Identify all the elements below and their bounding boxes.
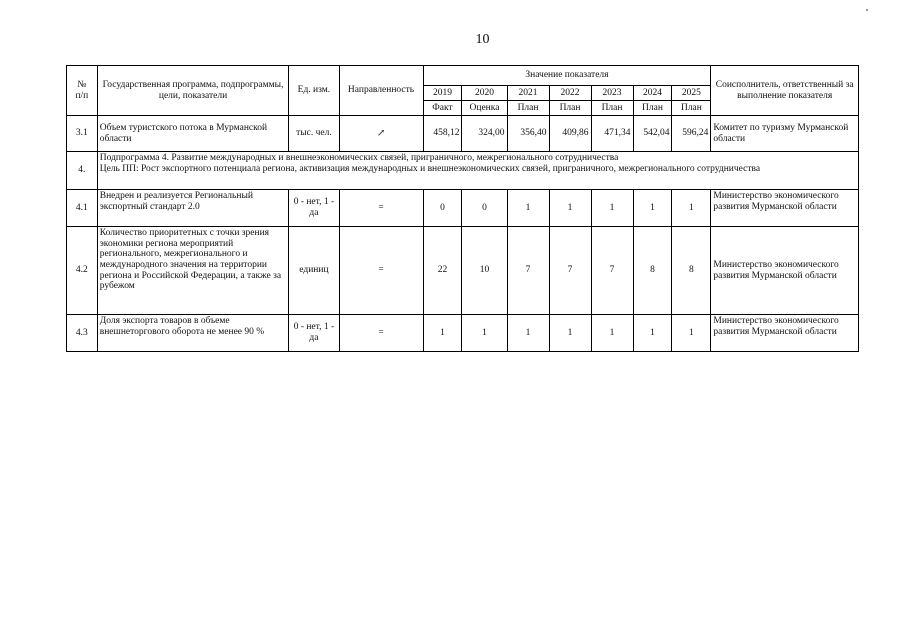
table-row [67,315,859,352]
value-2020: 0 [462,190,507,227]
value-2022: 1 [549,190,591,227]
header-value-type: План [549,101,591,116]
header-program: Государственная программа, подпрограммы, цели, показатели [97,66,289,116]
header-value-type: План [672,101,711,116]
header-value-type: Факт [423,101,462,116]
page-number: 10 [475,32,490,47]
table-row [67,190,859,227]
header-year: 2022 [549,86,591,101]
value-2024: 1 [633,190,672,227]
row-num: 3.1 [67,116,98,152]
value-2025: 1 [672,190,711,227]
value-2021: 1 [507,190,549,227]
executor: Министерство экономического развития Мурманской области [711,315,859,352]
header-year: 2023 [591,86,633,101]
value-2019: 1 [423,315,462,352]
indicator-name: Внедрен и реализуется Региональный экспортный стандарт 2.0 [97,190,289,227]
value-2021: 356,40 [507,116,549,152]
header-row-1 [67,66,859,86]
scan-speck [866,9,868,11]
header-year: 2019 [423,86,462,101]
value-2019: 458,12 [423,116,462,152]
value-2024: 542,04 [633,116,672,152]
value-2023: 471,34 [591,116,633,152]
value-2021: 1 [507,315,549,352]
value-2022: 7 [549,227,591,315]
subprogram-goal: Цель ПП: Рост экспортного потенциала региона, активизация международных и внешнеэкономических связей, приграничного, межрегионального сотрудничества [99,163,761,174]
header-value-type: Оценка [462,101,507,116]
row-num: 4.2 [67,227,98,315]
value-2024: 1 [633,315,672,352]
header-value-type: План [591,101,633,116]
value-2022: 409,86 [549,116,591,152]
header-year: 2025 [672,86,711,101]
value-2025: 1 [672,315,711,352]
header-unit: Ед. изм. [289,66,339,116]
subprogram-row [67,152,859,190]
header-value-type: План [633,101,672,116]
value-2019: 22 [423,227,462,315]
header-year: 2021 [507,86,549,101]
row-num: 4.3 [67,315,98,352]
value-2025: 8 [672,227,711,315]
value-2019: 0 [423,190,462,227]
header-executor: Соисполнитель, ответственный за выполнение показателя [711,66,859,116]
value-2025: 596,24 [672,116,711,152]
subprogram-cell [97,152,858,190]
value-2021: 7 [507,227,549,315]
indicator-name: Доля экспорта товаров в объеме внешнеторгового оборота не менее 90 % [97,315,289,352]
header-direction: Направленность [339,66,423,116]
unit: 0 - нет, 1 - да [289,315,339,352]
header-value-type: План [507,101,549,116]
header-year: 2020 [462,86,507,101]
header-value: Значение показателя [423,66,711,86]
direction: = [339,315,423,352]
direction: = [339,227,423,315]
value-2023: 1 [591,190,633,227]
unit: единиц [289,227,339,315]
table-row [67,227,859,315]
value-2020: 1 [462,315,507,352]
row-num: 4. [67,152,98,190]
executor: Министерство экономического развития Мурманской области [711,227,859,315]
indicators-table [66,65,859,352]
indicator-name: Количество приоритетных с точки зрения экономики региона мероприятий регионального, межрегионального и международного значения на территории региона и Российской Федерации, а также за рубежом [97,227,289,315]
header-year: 2024 [633,86,672,101]
subprogram-title: Подпрограмма 4. Развитие международных и внешнеэкономических связей, приграничного, межрегионального сотрудничества [99,153,619,163]
value-2023: 1 [591,315,633,352]
executor: Комитет по туризму Мурманской области [711,116,859,152]
direction-arrow-icon: ↗ [339,116,423,152]
value-2022: 1 [549,315,591,352]
indicator-name: Объем туристского потока в Мурманской области [97,116,289,152]
value-2023: 7 [591,227,633,315]
unit: 0 - нет, 1 - да [289,190,339,227]
header-num: № п/п [67,66,98,116]
direction: = [339,190,423,227]
value-2024: 8 [633,227,672,315]
unit: тыс. чел. [289,116,339,152]
executor: Министерство экономического развития Мурманской области [711,190,859,227]
row-num: 4.1 [67,190,98,227]
table-row [67,116,859,152]
value-2020: 10 [462,227,507,315]
value-2020: 324,00 [462,116,507,152]
